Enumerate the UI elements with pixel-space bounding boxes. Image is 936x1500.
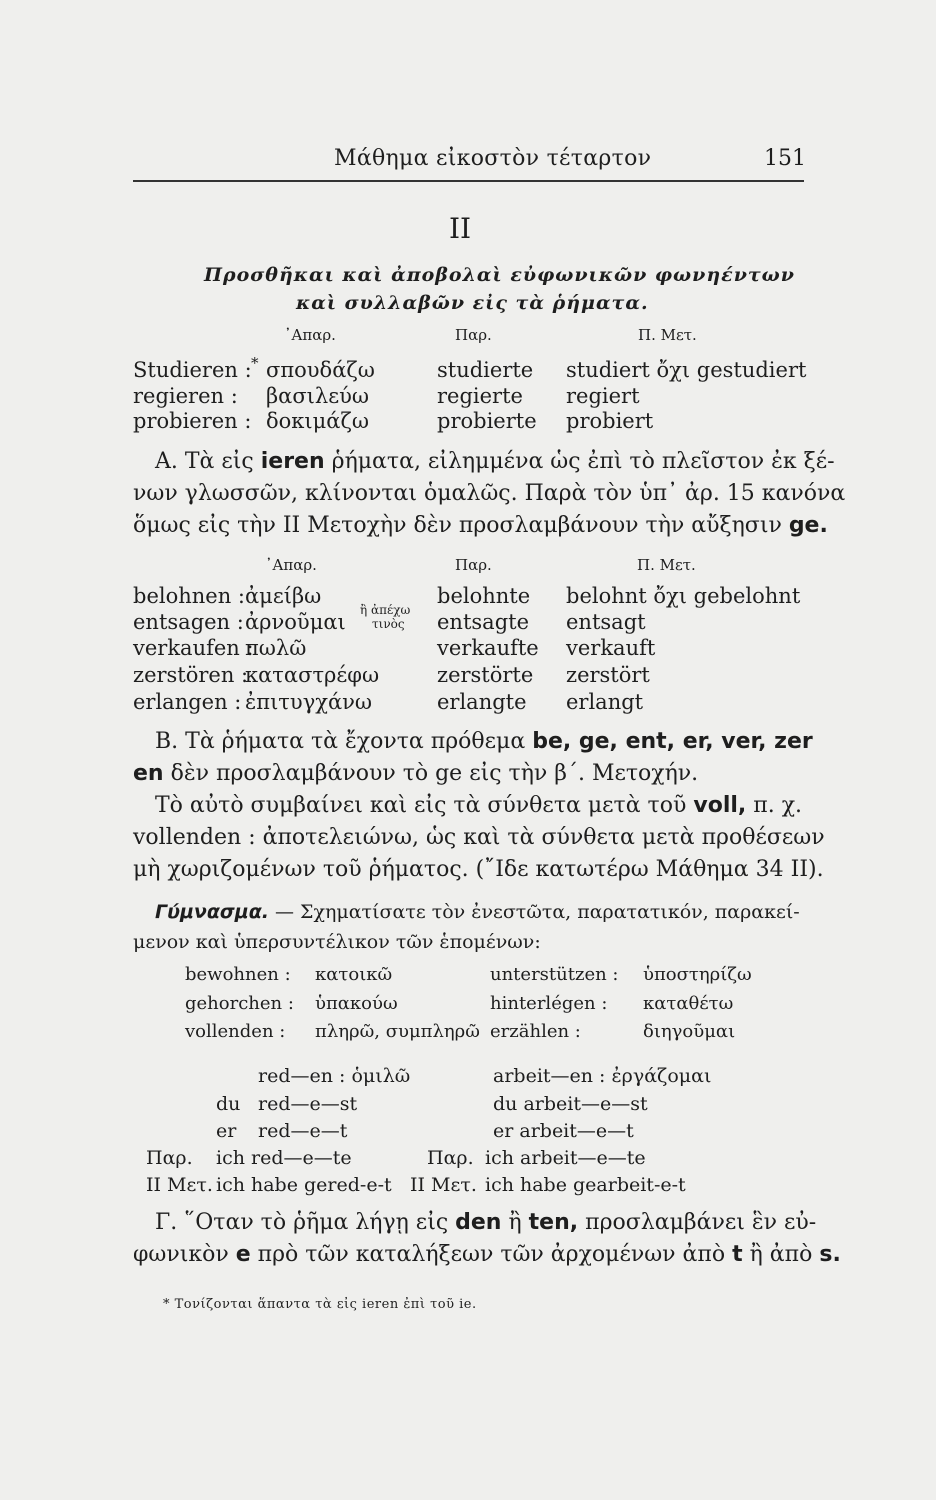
table1-row-part: studiert ὄχι gestudiert <box>566 358 807 382</box>
conjugation-right-row: arbeit—en : ἐργάζομαι <box>493 1065 712 1087</box>
table1-row-part: probiert <box>566 409 654 433</box>
header-rule <box>133 180 804 182</box>
section-title-line1: Προσθῆκαι καὶ ἀποβολαὶ εὐφωνικῶν φωνηέντων <box>204 264 795 286</box>
table2-row-part: erlangt <box>566 690 644 714</box>
vocab-de: bewohnen : <box>185 964 291 985</box>
table2-row-inf: entsagen : <box>133 610 244 634</box>
vocab-de2: erzählen : <box>490 1021 581 1042</box>
table2-header-part: Π. Μετ. <box>637 556 696 574</box>
vocab-gr: ὑπακούω <box>315 993 398 1014</box>
table2-row-inf: verkaufen : <box>133 636 254 660</box>
exercise-line2: μενον καὶ ὑπερσυντέλικον τῶν ἑπομένων: <box>133 931 541 953</box>
table2-row-past: erlangte <box>437 690 527 714</box>
table2-row-greek: ἀρνοῦμαι <box>245 610 346 634</box>
paragraph-g-line2: φωνικὸν e πρὸ τῶν καταλήξεων τῶν ἀρχομένων ἀπὸ t ἢ ἀπὸ s. <box>133 1242 841 1267</box>
table1-row-inf: probieren : <box>133 409 252 433</box>
conjugation-left-row: red—en : ὁμιλῶ <box>258 1065 411 1087</box>
paragraph-b-line2: en δὲν προσλαμβάνουν τὸ ge εἰς τὴν β΄. Μετοχήν. <box>133 761 699 786</box>
table1-header-part: Π. Μετ. <box>638 326 697 344</box>
conjugation-left-row: ich red—e—te <box>216 1147 352 1169</box>
running-head: Μάθημα εἰκοστὸν τέταρτον <box>334 146 652 171</box>
vocab-gr: κατοικῶ <box>315 964 393 985</box>
vocab-gr: πληρῶ, συμπληρῶ <box>315 1021 480 1042</box>
table1-row-inf: Studieren : <box>133 358 252 382</box>
margin-note-line1: ἢ ἀπέχω <box>360 603 411 617</box>
table2-row-part: zerstört <box>566 663 650 687</box>
vocab-gr2: ὑποστηρίζω <box>643 964 752 985</box>
paragraph-g-line1: Γ. ῞Οταν τὸ ῥῆμα λήγῃ εἰς den ἢ ten, προσλαμβάνει ἓν εὐ- <box>155 1210 817 1235</box>
table2-row-greek: πωλῶ <box>245 636 307 660</box>
table2-header-past: Παρ. <box>455 556 492 574</box>
table2-row-inf: belohnen : <box>133 584 245 608</box>
section-title-line2: καὶ συλλαβῶν εἰς τὰ ῥήματα. <box>296 292 649 314</box>
paragraph-b-line5: μὴ χωριζομένων τοῦ ῥήματος. (῎Ιδε κατωτέρω Μάθημα 34 ΙΙ). <box>133 857 824 882</box>
conjugation-right-row: du arbeit—e—st <box>493 1093 648 1115</box>
conjugation-left-row: red—e—st <box>258 1093 358 1115</box>
table1-header-inf: ᾿Απαρ. <box>284 326 336 344</box>
footnote: * Τονίζονται ἅπαντα τὰ εἰς ieren ἐπὶ τοῦ ie. <box>163 1297 477 1312</box>
vocab-de: vollenden : <box>185 1021 286 1042</box>
table2-header-inf: ᾿Απαρ. <box>265 556 317 574</box>
vocab-gr2: καταθέτω <box>643 993 734 1014</box>
section-number: II <box>449 212 472 245</box>
vocab-de2: unterstützen : <box>490 964 619 985</box>
paragraph-a-line1: Α. Τὰ εἰς ieren ῥήματα, εἰλημμένα ὡς ἐπὶ τὸ πλεῖστον ἐκ ξέ- <box>155 449 835 474</box>
exercise-line1: Γύμνασμα. — Σχηματίσατε τὸν ἐνεστῶτα, παρατατικόν, παρακεί- <box>155 901 800 923</box>
vocab-de: gehorchen : <box>185 993 294 1014</box>
page-number: 151 <box>764 146 806 171</box>
paragraph-a-line3: ὅμως εἰς τὴν ΙΙ Μετοχὴν δὲν προσλαμβάνουν τὴν αὔξησιν ge. <box>133 513 828 538</box>
conjugation-left-label: II Μετ. <box>146 1174 213 1196</box>
table1-row-greek: δοκιμάζω <box>266 409 369 433</box>
vocab-de2: hinterlégen : <box>490 993 608 1014</box>
table2-row-inf: zerstören : <box>133 663 249 687</box>
conjugation-right-label: II Μετ. <box>410 1174 477 1196</box>
table2-row-part: entsagt <box>566 610 646 634</box>
paragraph-b-line1: Β. Τὰ ῥήματα τὰ ἔχοντα πρόθεμα be, ge, ent, er, ver, zer <box>155 729 813 754</box>
table1-row-past: probierte <box>437 409 537 433</box>
conjugation-left-label: du <box>216 1093 241 1115</box>
paragraph-b-line3: Τὸ αὐτὸ συμβαίνει καὶ εἰς τὰ σύνθετα μετὰ τοῦ voll, π. χ. <box>155 793 803 818</box>
table1-header-past: Παρ. <box>455 326 492 344</box>
table1-row-past: regierte <box>437 384 523 408</box>
conjugation-right-label: Παρ. <box>427 1147 474 1169</box>
table2-row-past: verkaufte <box>437 636 539 660</box>
table2-row-greek: ἀμείβω <box>245 584 322 608</box>
conjugation-left-label: er <box>216 1120 237 1142</box>
table1-row-past: studierte <box>437 358 534 382</box>
table2-row-inf: erlangen : <box>133 690 242 714</box>
vocab-gr2: διηγοῦμαι <box>643 1021 736 1042</box>
table2-row-greek: καταστρέφω <box>245 663 380 687</box>
footnote-mark: * <box>251 354 259 372</box>
conjugation-left-row: red—e—t <box>258 1120 348 1142</box>
table2-row-greek: ἐπιτυγχάνω <box>245 690 373 714</box>
conjugation-left-row: ich habe gered-e-t <box>216 1174 392 1196</box>
table1-row-greek: βασιλεύω <box>266 384 369 408</box>
table1-row-part: regiert <box>566 384 640 408</box>
table2-row-part: verkauft <box>566 636 656 660</box>
table2-row-part: belohnt ὄχι gebelohnt <box>566 584 801 608</box>
conjugation-right-row: ich habe gearbeit-e-t <box>485 1174 686 1196</box>
table1-row-inf: regieren : <box>133 384 238 408</box>
table2-row-past: entsagte <box>437 610 529 634</box>
paragraph-a-line2: νων γλωσσῶν, κλίνονται ὁμαλῶς. Παρὰ τὸν ὑπ᾿ ἀρ. 15 κανόνα <box>133 481 846 506</box>
table1-row-greek: σπουδάζω <box>266 358 375 382</box>
margin-note-line2: τινὸς <box>372 617 405 631</box>
conjugation-left-label: Παρ. <box>146 1147 193 1169</box>
table2-row-past: zerstörte <box>437 663 534 687</box>
paragraph-b-line4: vollenden : ἀποτελειώνω, ὡς καὶ τὰ σύνθετα μετὰ προθέσεων <box>133 825 825 850</box>
conjugation-right-row: ich arbeit—e—te <box>485 1147 646 1169</box>
conjugation-right-row: er arbeit—e—t <box>493 1120 634 1142</box>
table2-row-past: belohnte <box>437 584 531 608</box>
